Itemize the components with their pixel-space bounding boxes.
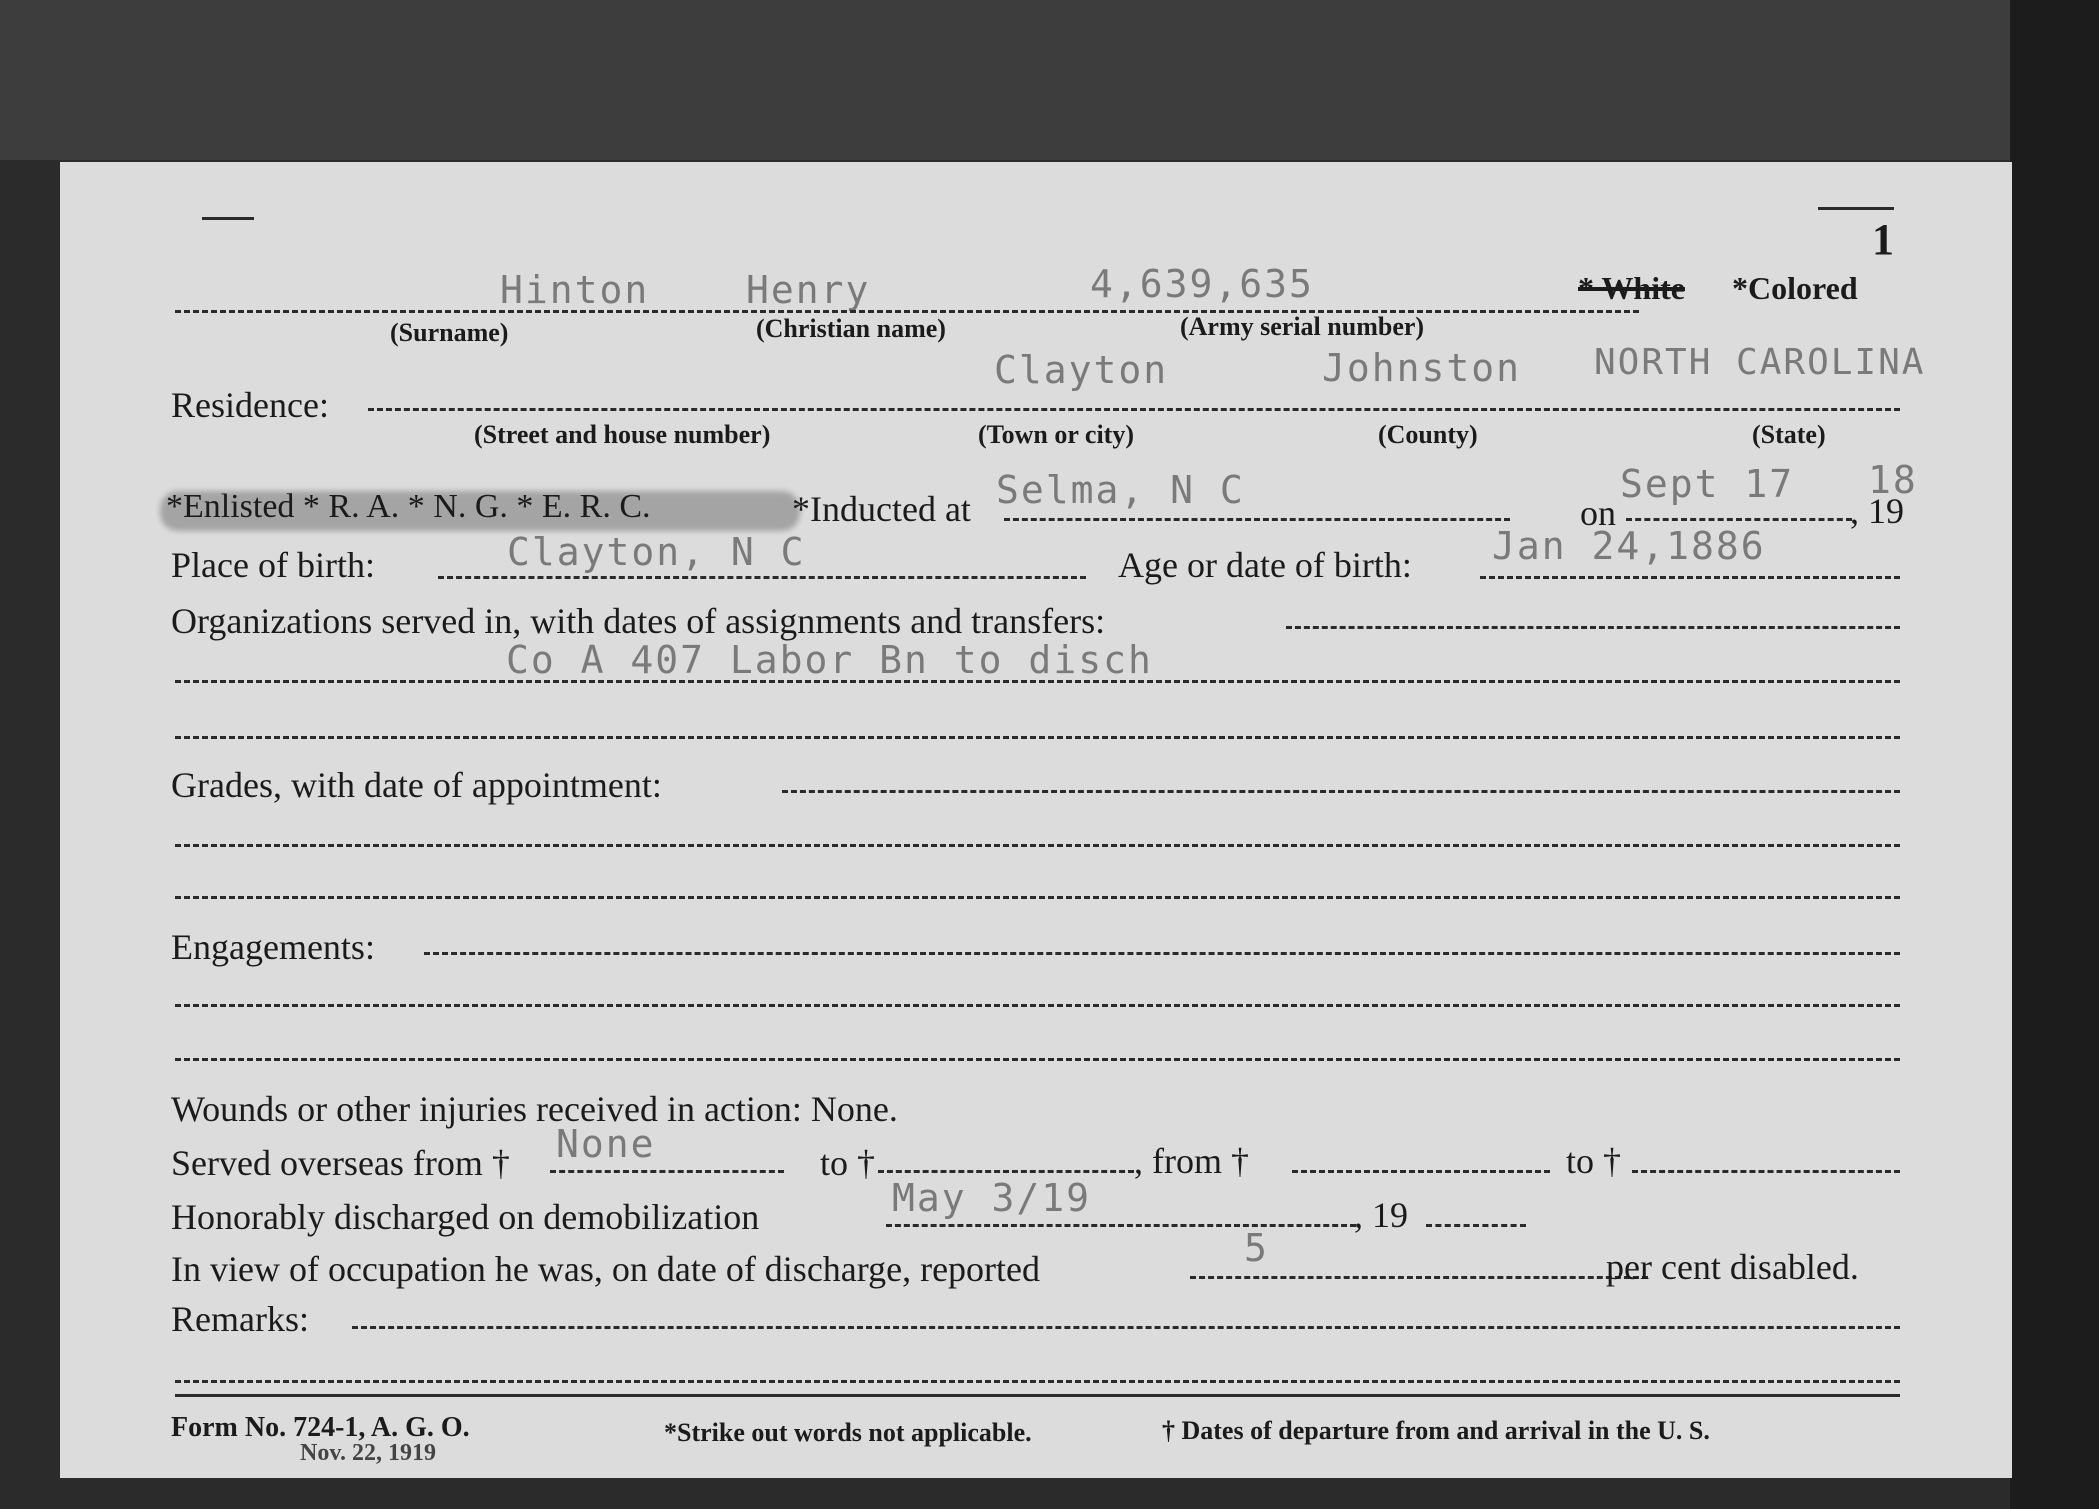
- surname-label: (Surname): [390, 318, 509, 347]
- inducted-date-line: [1626, 518, 1852, 521]
- christian-name-value: Henry: [746, 268, 871, 312]
- birth-place-value: Clayton, N C: [507, 530, 806, 574]
- town-value: Clayton: [994, 348, 1169, 392]
- discharge-date-value: May 3/19: [892, 1176, 1092, 1220]
- discharge-year-line: [1426, 1224, 1526, 1227]
- grades-label: Grades, with date of appointment:: [171, 765, 662, 805]
- engagements-line-1: [424, 952, 1900, 955]
- birth-place-label: Place of birth:: [171, 545, 375, 585]
- orgs-line-3: [175, 736, 1900, 739]
- form-date: Nov. 22, 1919: [300, 1440, 437, 1466]
- overseas-value: None: [556, 1122, 656, 1166]
- overseas-to-label-2: to †: [1566, 1141, 1622, 1181]
- remarks-label: Remarks:: [171, 1299, 309, 1339]
- discharge-label: Honorably discharged on demobilization: [171, 1197, 760, 1237]
- christian-name-label: (Christian name): [756, 314, 946, 343]
- orgs-label: Organizations served in, with dates of assignments and transfers:: [171, 601, 1106, 641]
- inducted-line: [1004, 518, 1510, 521]
- discharge-year-prefix: , 19: [1354, 1195, 1408, 1235]
- county-label: (County): [1378, 420, 1478, 449]
- overseas-line-3: [1292, 1170, 1550, 1173]
- overseas-line-2: [878, 1170, 1134, 1173]
- engagements-label: Engagements:: [171, 927, 375, 967]
- overseas-label: Served overseas from †: [171, 1143, 510, 1183]
- disabled-line: [1190, 1276, 1648, 1279]
- card-number: 1: [1872, 215, 1894, 264]
- background-top: [0, 0, 2099, 160]
- wounds-text: Wounds or other injuries received in action: None.: [171, 1089, 898, 1129]
- remarks-line-2: [175, 1380, 1900, 1383]
- engagements-line-3: [175, 1058, 1900, 1061]
- grades-line-2: [175, 844, 1900, 847]
- disabled-suffix: per cent disabled.: [1606, 1247, 1859, 1287]
- footer-rule: [175, 1394, 1900, 1397]
- surname-value: Hinton: [500, 268, 650, 312]
- occupation-label: In view of occupation he was, on date of discharge, reported: [171, 1249, 1041, 1289]
- county-value: Johnston: [1322, 346, 1522, 390]
- birth-date-value: Jan 24,1886: [1492, 524, 1766, 568]
- residence-line: [368, 408, 1900, 411]
- serial-number-value: 4,639,635: [1090, 262, 1314, 306]
- street-label: (Street and house number): [474, 420, 771, 449]
- race-colored: *Colored: [1732, 270, 1858, 306]
- orgs-line-2: [175, 680, 1900, 683]
- corner-rule-right: [1818, 207, 1894, 210]
- engagements-line-2: [175, 1004, 1900, 1007]
- overseas-from-label: , from †: [1134, 1141, 1249, 1181]
- overseas-line-1: [550, 1170, 784, 1173]
- remarks-line-1: [352, 1326, 1900, 1329]
- inducted-place-value: Selma, N C: [996, 468, 1245, 512]
- age-label: Age or date of birth:: [1118, 545, 1412, 585]
- state-value: NORTH CAROLINA: [1594, 342, 1926, 383]
- orgs-line-1: [1286, 626, 1900, 629]
- service-record-card: [60, 162, 2012, 1478]
- state-label: (State): [1752, 420, 1826, 449]
- grades-line-3: [175, 896, 1900, 899]
- overseas-to-label: to †: [820, 1143, 876, 1183]
- serial-number-label: (Army serial number): [1180, 312, 1425, 341]
- enlisted-text: *Enlisted * R. A. * N. G. * E. R. C.: [166, 488, 651, 525]
- birth-date-line: [1480, 576, 1900, 579]
- grades-line-1: [782, 790, 1900, 793]
- form-number: Form No. 724-1, A. G. O.: [171, 1412, 470, 1443]
- race-white: * White: [1578, 270, 1685, 306]
- disabled-value: 5: [1244, 1226, 1269, 1270]
- residence-label: Residence:: [171, 385, 329, 425]
- corner-rule-left: [202, 217, 254, 220]
- town-label: (Town or city): [978, 420, 1134, 449]
- overseas-line-4: [1632, 1170, 1900, 1173]
- birth-place-line: [438, 576, 1086, 579]
- footnote-dates: † Dates of departure from and arrival in the U. S.: [1162, 1416, 1710, 1445]
- inducted-year-value: 18: [1868, 458, 1918, 502]
- inducted-label: *Inducted at: [792, 489, 971, 529]
- on-label: on: [1580, 493, 1616, 533]
- inducted-date-value: Sept 17: [1620, 462, 1795, 506]
- background-side: [2010, 0, 2099, 1509]
- orgs-value: Co A 407 Labor Bn to disch: [506, 638, 1153, 682]
- year-prefix: , 19: [1850, 491, 1904, 531]
- footnote-strike: *Strike out words not applicable.: [664, 1418, 1032, 1447]
- discharge-line: [886, 1224, 1356, 1227]
